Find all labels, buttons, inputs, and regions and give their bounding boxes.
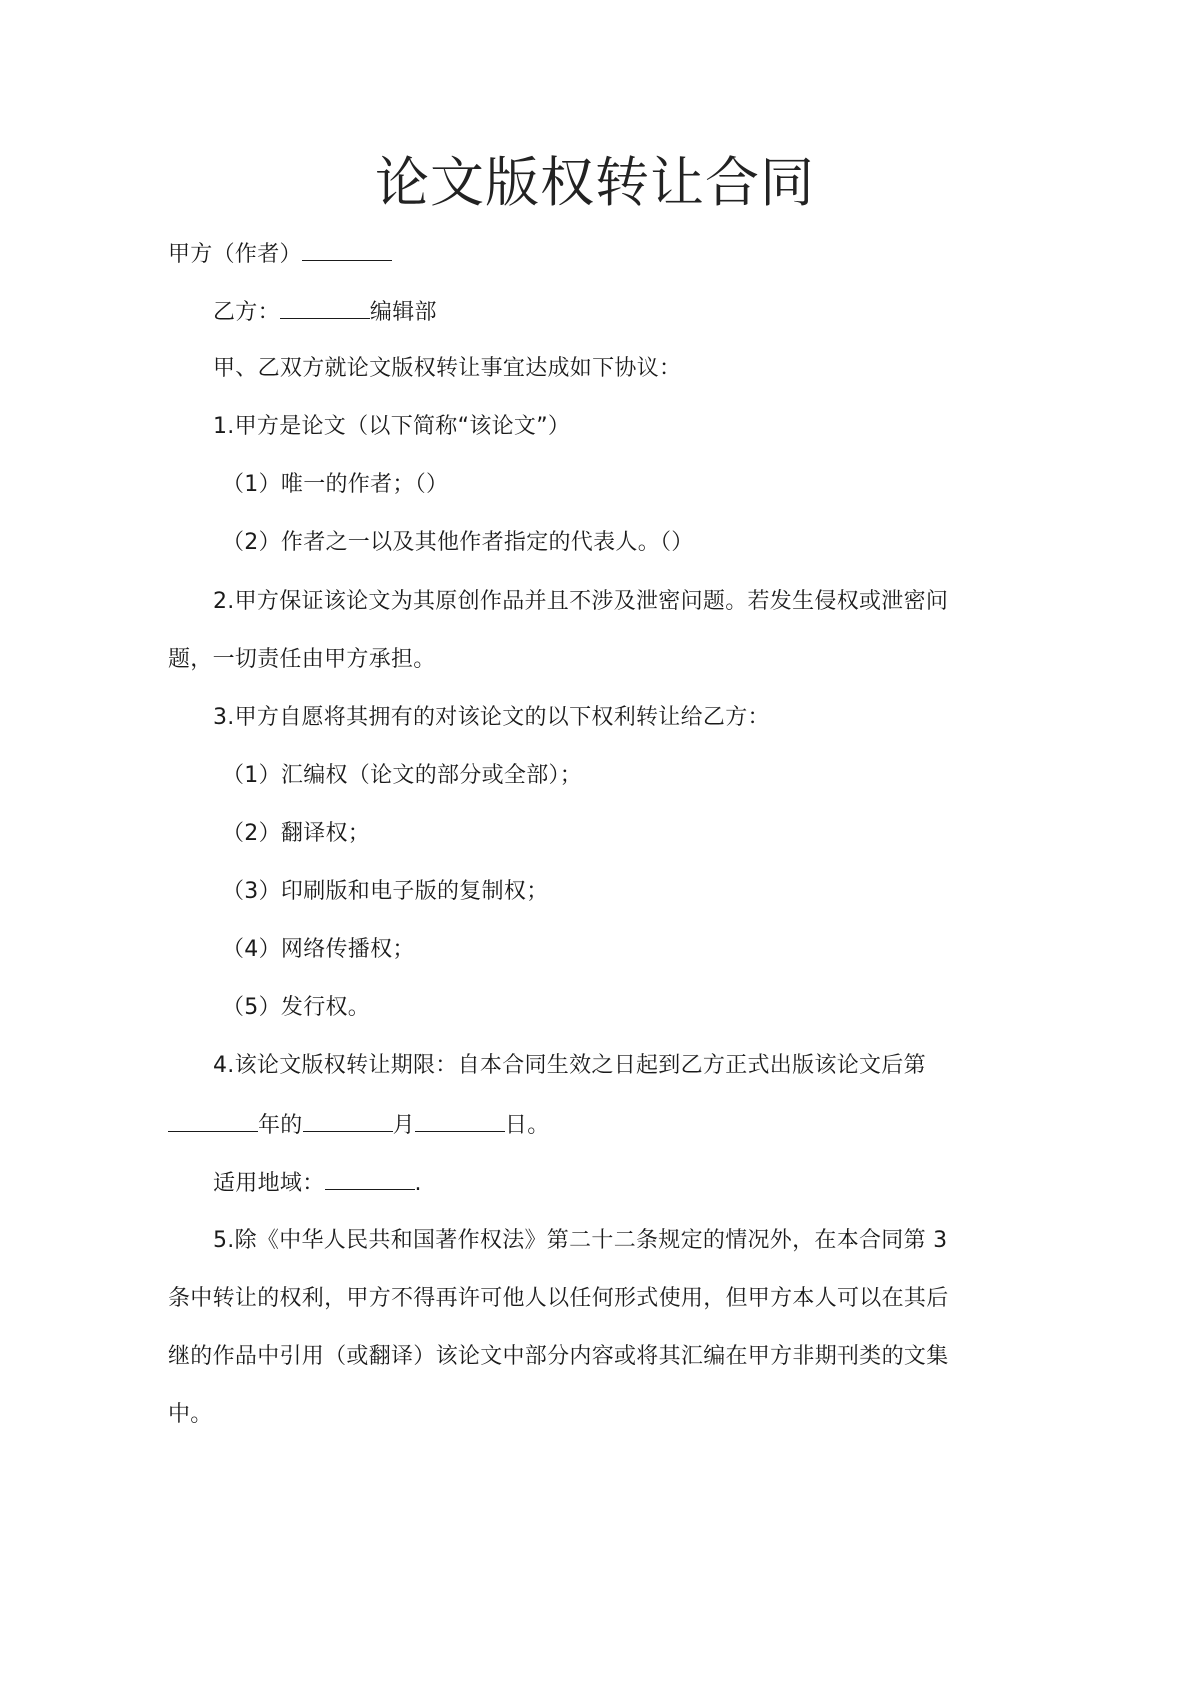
year-blank	[168, 1109, 258, 1132]
clause-2-line-2: 题，一切责任由甲方承担。	[168, 647, 436, 672]
clause-3: 3.甲方自愿将其拥有的对该论文的以下权利转让给乙方：	[213, 705, 770, 730]
clause-3-right-2: （2）翻译权；	[222, 821, 371, 846]
intro-paragraph: 甲、乙双方就论文版权转让事宜达成如下协议：	[213, 356, 682, 381]
region-line	[213, 1167, 993, 1199]
month-blank	[303, 1109, 393, 1132]
party-b-suffix: 编辑部	[369, 300, 437, 325]
clause-2-line-1: 2.甲方保证该论文为其原创作品并且不涉及泄密问题。若发生侵权或泄密问	[213, 589, 949, 614]
clause-3-right-5: （5）发行权。	[222, 995, 371, 1020]
clause-1: 1.甲方是论文（以下简称“该论文”）	[213, 414, 571, 439]
clause-4-date-line	[168, 1109, 948, 1141]
party-b-blank	[280, 296, 370, 319]
region-blank	[325, 1167, 415, 1190]
party-b-label: 乙方：	[213, 300, 280, 325]
month-suffix: 月	[392, 1113, 415, 1138]
clause-3-right-1: （1）汇编权（论文的部分或全部）；	[222, 763, 583, 788]
party-a-line	[168, 238, 948, 270]
clause-5-line-4: 中。	[168, 1402, 213, 1427]
clause-1-option-1: （1）唯一的作者；（）	[222, 472, 449, 497]
party-a-label: 甲方（作者）	[168, 242, 302, 267]
day-blank	[415, 1109, 505, 1132]
party-a-blank	[302, 238, 392, 261]
clause-4-line-1: 4.该论文版权转让期限：自本合同生效之日起到乙方正式出版该论文后第	[213, 1053, 926, 1078]
region-suffix: .	[414, 1171, 422, 1196]
year-suffix: 年的	[258, 1113, 303, 1138]
clause-5-line-1: 5.除《中华人民共和国著作权法》第二十二条规定的情况外，在本合同第 3	[213, 1228, 948, 1253]
clause-5-line-2: 条中转让的权利，甲方不得再许可他人以任何形式使用，但甲方本人可以在其后	[168, 1286, 949, 1311]
region-label: 适用地域：	[213, 1171, 325, 1196]
day-suffix: 日。	[504, 1113, 550, 1138]
party-b-line	[213, 296, 993, 328]
clause-3-right-4: （4）网络传播权；	[222, 937, 415, 962]
clause-5-line-3: 继的作品中引用（或翻译）该论文中部分内容或将其汇编在甲方非期刊类的文集	[168, 1344, 949, 1369]
clause-1-option-2: （2）作者之一以及其他作者指定的代表人。（）	[222, 530, 694, 555]
clause-3-right-3: （3）印刷版和电子版的复制权；	[222, 879, 549, 904]
document-title: 论文版权转让合同	[375, 151, 815, 214]
